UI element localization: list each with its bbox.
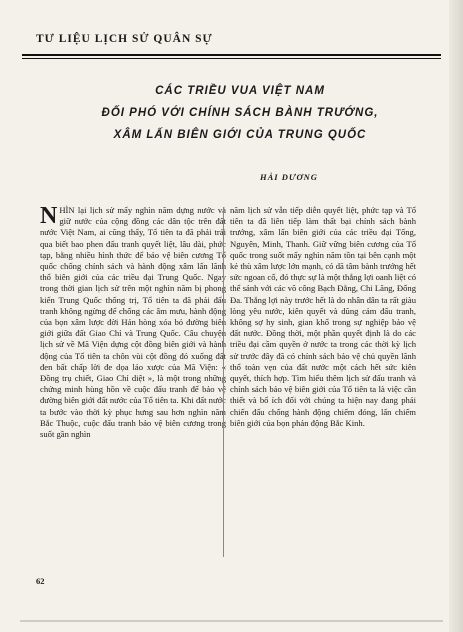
title-line-3: XÂM LẤN BIÊN GIỚI CỦA TRUNG QUỐC [113, 129, 367, 141]
drop-cap: N [40, 203, 58, 229]
header-rule [22, 54, 441, 59]
article-title [40, 80, 440, 146]
page-number: 62 [36, 576, 45, 586]
title-line-2: ĐỐI PHÓ VỚI CHÍNH SÁCH BÀNH TRƯỚNG, [101, 107, 379, 119]
right-column [230, 205, 416, 429]
bottom-edge [20, 620, 443, 622]
right-column-text: năm lịch sử vẫn tiếp diễn quyết liệt, phức tạp và Tổ tiên ta đã liên tiếp làm thất bại chính sách bành trướng, xâm lấn biên giới của các triều đại Tống, Nguyên, Minh, Thanh. Giữ vững biên cương của Tổ quốc trong suốt mấy nghìn năm tồn tại bên cạnh một kẻ thù xâm lược lớn mạnh, có dã tâm bành trướng hết sức ngoan cố, đó thực sự là một thắng lợi oanh liệt có thể sánh với các võ công Bạch Đằng, Chi Lăng, Đống Đa. Thắng lợi này trước hết là do nhân dân ta rất giàu lòng yêu nước, kiên quyết và dũng cảm đấu tranh, không sợ hy sinh, gian khổ trong sự nghiệp bảo vệ đất nước. Đồng thời, một phần quyết định là do các triều đại cầm quyền ở nước ta trong các thời kỳ lịch sử trước đây đã có chính sách bảo vệ chủ quyền lãnh thổ toàn vẹn của đất nước một cách hết sức kiên quyết, thích hợp. Tìm hiểu thêm lịch sử đấu tranh và chính sách bảo vệ biên giới của Tổ tiên ta là việc cần thiết và bổ ích đối với chúng ta hiện nay đang phải chiến đấu chống hành động chiếm đóng, lấn chiếm biên giới của bọn phản động Bắc Kinh. [230, 205, 416, 428]
left-column-body: HÌN lại lịch sử mấy nghìn năm dựng nước và giữ nước của cộng đồng các dân tộc trên đất nước Việt Nam, ai cũng thấy, Tổ tiên ta đã phải trải qua biết bao phen đấu tranh quyết liệt, lâu dài, phức tạp, bằng nhiều hình thức để bảo vệ biên cương Tổ quốc chống chính sách và hành động xâm lấn lãnh thổ biên giới của các triều đại Trung Quốc. Ngay trong thời gian lịch sử trên một nghìn năm bị phong kiến Trung Quốc thống trị, Tổ tiên ta đã phải đấu tranh không ngừng để chống các âm mưu, hành động của bọn xâm lược đời Hán hòng xóa bỏ đường biên giới giữa đất Giao Chỉ và Trung Quốc. Câu chuyện lịch sử về Mã Viện dựng cột đồng biên giới và hành động của Tổ tiên ta chôn vùi cột đồng đó xuống đất đen bất chấp lời đe dọa láo xược của Mã Viện: « Đồng trụ chiết, Giao Chỉ diệt », là một trong những chứng minh hùng hồn về cuộc đấu tranh để bảo vệ đường biên giới đất nước của Tổ tiên ta. Khi đất nước ta bước vào thời kỳ phục hưng sau hơn nghìn năm Bắc Thuộc, cuộc đấu tranh bảo vệ biên cương trong suốt gần nghìn [40, 205, 226, 440]
left-column [40, 205, 226, 440]
page-edge [449, 0, 463, 632]
title-line-1: CÁC TRIỀU VUA VIỆT NAM [155, 85, 325, 97]
author-byline: HẢI DƯƠNG [260, 172, 318, 182]
section-header: TƯ LIỆU LỊCH SỬ QUÂN SỰ [36, 33, 213, 45]
left-column-text [40, 205, 226, 440]
column-divider [223, 207, 224, 557]
